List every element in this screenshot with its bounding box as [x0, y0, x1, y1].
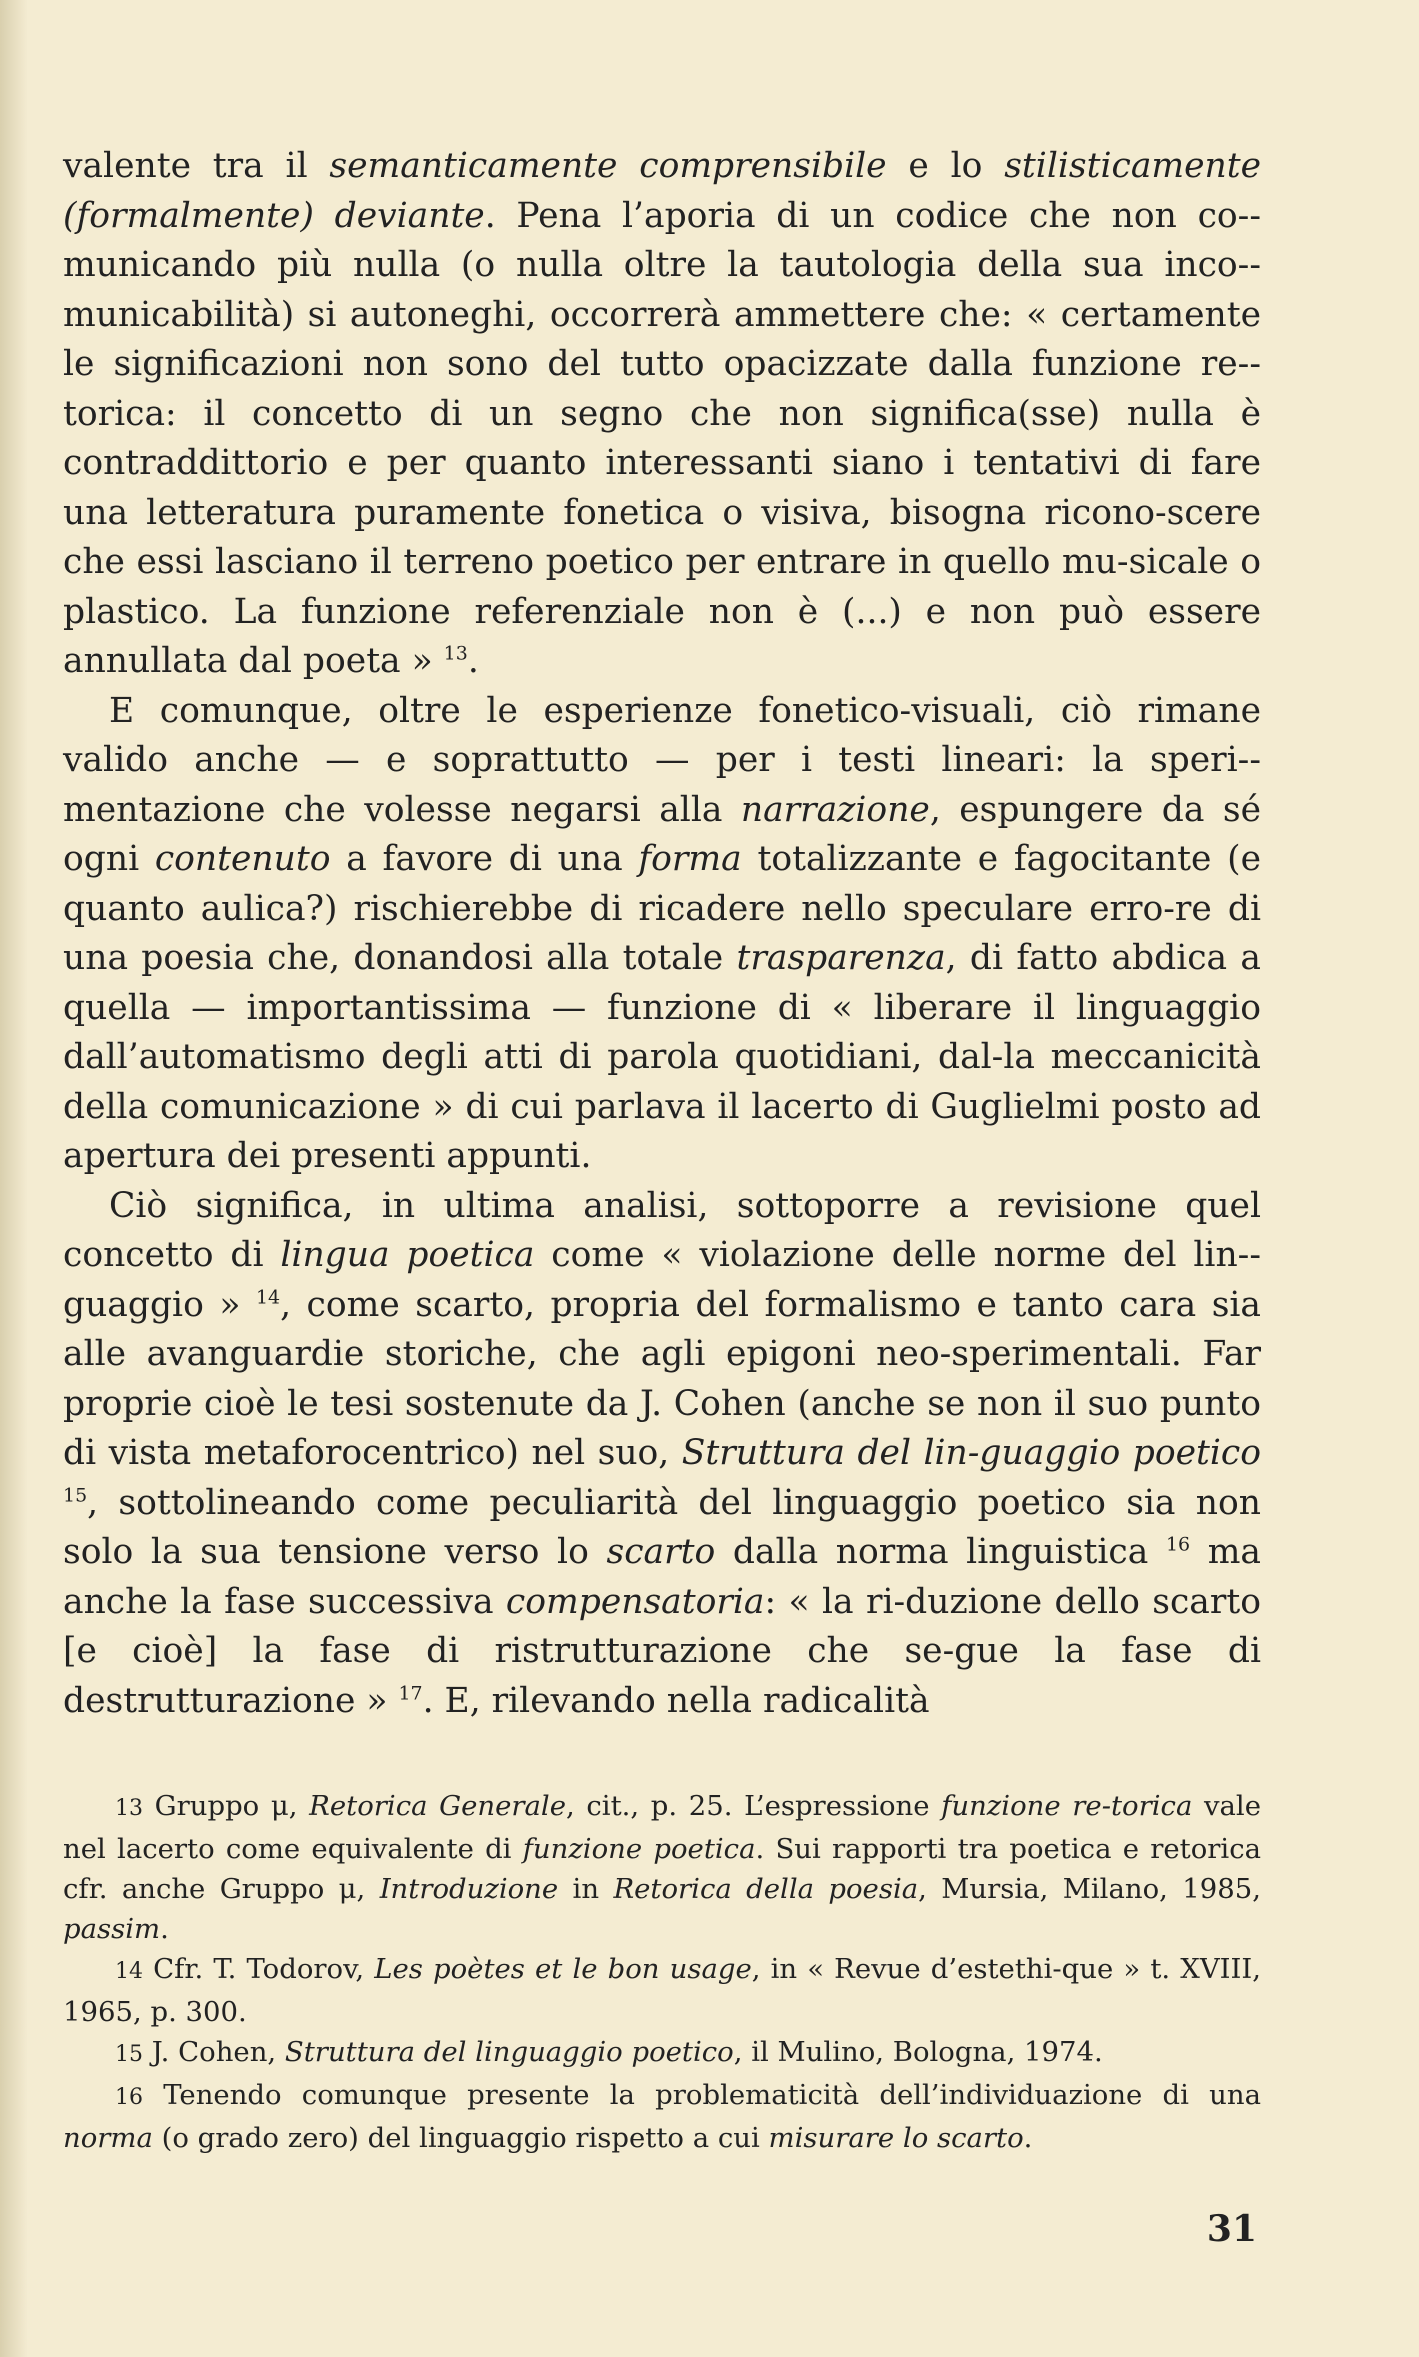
page-number: 31	[1206, 2208, 1257, 2250]
italic-run: scarto	[606, 1532, 716, 1572]
page-edge-shadow	[0, 0, 28, 2357]
text-run: vale nel lacerto come equivalente di	[63, 1790, 1261, 1865]
text-run: e lo	[886, 146, 1005, 186]
footnote-number: 13	[115, 1796, 143, 1821]
text-run: (o grado zero) del linguaggio rispetto a cui	[152, 2122, 769, 2154]
paragraph-2	[63, 687, 1261, 1182]
text-run: .	[160, 1913, 169, 1945]
footnote-16	[63, 2075, 1261, 2158]
text-run: Ciò significa, in ultima analisi, sottoporre a revisione quel concetto di	[63, 1185, 1261, 1275]
italic-run: narrazione	[740, 789, 930, 830]
italic-run: funzione re-torica	[941, 1790, 1193, 1822]
footnote-ref-16[interactable]: 16	[1165, 1533, 1191, 1556]
text-run: a favore di una	[330, 839, 639, 879]
italic-run: Introduzione	[379, 1873, 559, 1905]
text-run: .	[467, 641, 479, 681]
text-run: , di fatto abdica a quella — importantissima — funzione di « liberare il linguaggio dall’automatismo degli atti di parola quotidiani, dal-la meccanicità della comunicazione » di cui parlava il lacerto di Guglielmi posto ad apertura dei presenti appunti.	[63, 938, 1261, 1176]
italic-run: semanticamente comprensibile	[329, 146, 887, 186]
italic-run: misurare lo scarto	[768, 2122, 1024, 2154]
text-run: : « la ri-duzione dello scarto [e cioè] la fase di ristrutturazione che se-gue la fase di destrutturazione »	[63, 1581, 1261, 1721]
text-run: , Mursia, Milano, 1985,	[918, 1873, 1261, 1905]
footnotes	[63, 1786, 1261, 2158]
text-run: come « violazione delle norme del lin-guaggio »	[63, 1235, 1261, 1325]
text-run: ma anche la fase successiva	[63, 1532, 1261, 1622]
footnote-ref-17[interactable]: 17	[398, 1682, 423, 1704]
italic-run: norma	[63, 2122, 153, 2154]
italic-run: Struttura del lin-guaggio poetico	[681, 1433, 1261, 1473]
text-run: dalla norma linguistica	[715, 1532, 1166, 1572]
italic-run: lingua poetica	[280, 1235, 535, 1275]
italic-run: Les poètes et le bon usage	[374, 1953, 752, 1985]
text-run: E comunque, oltre le esperienze fonetico-visuali, ciò rimane valido anche — e soprattutto — per i testi lineari: la speri-mentazione che volesse negarsi alla	[63, 690, 1261, 830]
italic-run: forma	[638, 839, 742, 879]
text-run: Cfr. T. Todorov,	[143, 1953, 375, 1985]
italic-run: passim	[63, 1913, 161, 1945]
italic-run: compensatoria	[505, 1581, 765, 1622]
text-run: , espungere da sé ogni	[63, 789, 1261, 879]
italic-run: funzione poetica	[522, 1833, 756, 1865]
text-run: valente tra il	[63, 146, 330, 186]
text-run: . Sui rapporti tra poetica e retorica cfr. anche Gruppo μ,	[63, 1833, 1261, 1905]
footnote-number: 14	[115, 1959, 143, 1984]
text-run: .	[1023, 2122, 1033, 2154]
footnote-number: 16	[115, 2085, 143, 2110]
footnote-ref-13[interactable]: 13	[443, 642, 468, 665]
text-run: , sottolineando come peculiarità del linguaggio poetico sia non solo la sua tensione verso lo	[63, 1482, 1261, 1572]
main-text	[63, 142, 1261, 1726]
footnote-13	[63, 1786, 1261, 1949]
italic-run: Struttura del linguaggio poetico	[284, 2036, 734, 2068]
text-run: . E, rilevando nella radicalità	[422, 1680, 930, 1721]
italic-run: trasparenza	[736, 938, 946, 978]
italic-run: stilisticamente (formalmente) deviante	[63, 146, 1262, 236]
footnote-ref-14[interactable]: 14	[255, 1286, 281, 1308]
text-run: , cit., p. 25. L’espressione	[566, 1790, 942, 1822]
footnote-14	[63, 1949, 1261, 2032]
italic-run: contenuto	[154, 839, 331, 879]
text-run: in	[558, 1873, 614, 1905]
footnote-number: 15	[115, 2042, 143, 2067]
text-run: , il Mulino, Bologna, 1974.	[733, 2036, 1103, 2068]
text-run: , in « Revue d’estethi-que » t. XVIII, 1965, p. 300.	[63, 1953, 1262, 2028]
paragraph-3	[63, 1182, 1261, 1727]
text-run: J. Cohen,	[143, 2036, 285, 2068]
footnote-ref-15[interactable]: 15	[63, 1484, 88, 1506]
italic-run: Retorica della poesia	[613, 1873, 919, 1905]
text-run: , come scarto, propria del formalismo e tanto cara sia alle avanguardie storiche, che agli epigoni neo-sperimentali. Far proprie cioè le tesi sostenute da J. Cohen (anche se non il suo punto di vista metaforocentrico) nel suo,	[63, 1284, 1261, 1473]
text-run: totalizzante e fagocitante (e quanto aulica?) rischierebbe di ricadere nello speculare erro-re di una poesia che, donandosi alla totale	[63, 839, 1261, 978]
text-run: Tenendo comunque presente la problematicità dell’individuazione di una	[143, 2079, 1261, 2111]
italic-run: Retorica Generale	[309, 1790, 566, 1822]
footnote-15	[63, 2032, 1261, 2075]
paragraph-1	[63, 142, 1261, 687]
text-run: Gruppo μ,	[143, 1790, 310, 1822]
text-run: . Pena l’aporia di un codice che non co-municando più nulla (o nulla oltre la tautologia della sua inco-municabilità) si autoneghi, occorrerà ammettere che: « certamente le significazioni non sono del tutto opacizzate dalla funzione re-torica: il concetto di un segno che non significa(sse) nulla è contraddittorio e per quanto interessanti siano i tentativi di fare una letteratura puramente fonetica o visiva, bisogna ricono-scere che essi lasciano il terreno poetico per entrare in quello mu-sicale o plastico. La funzione referenziale non è (...) e non può essere annullata dal poeta »	[63, 195, 1262, 681]
